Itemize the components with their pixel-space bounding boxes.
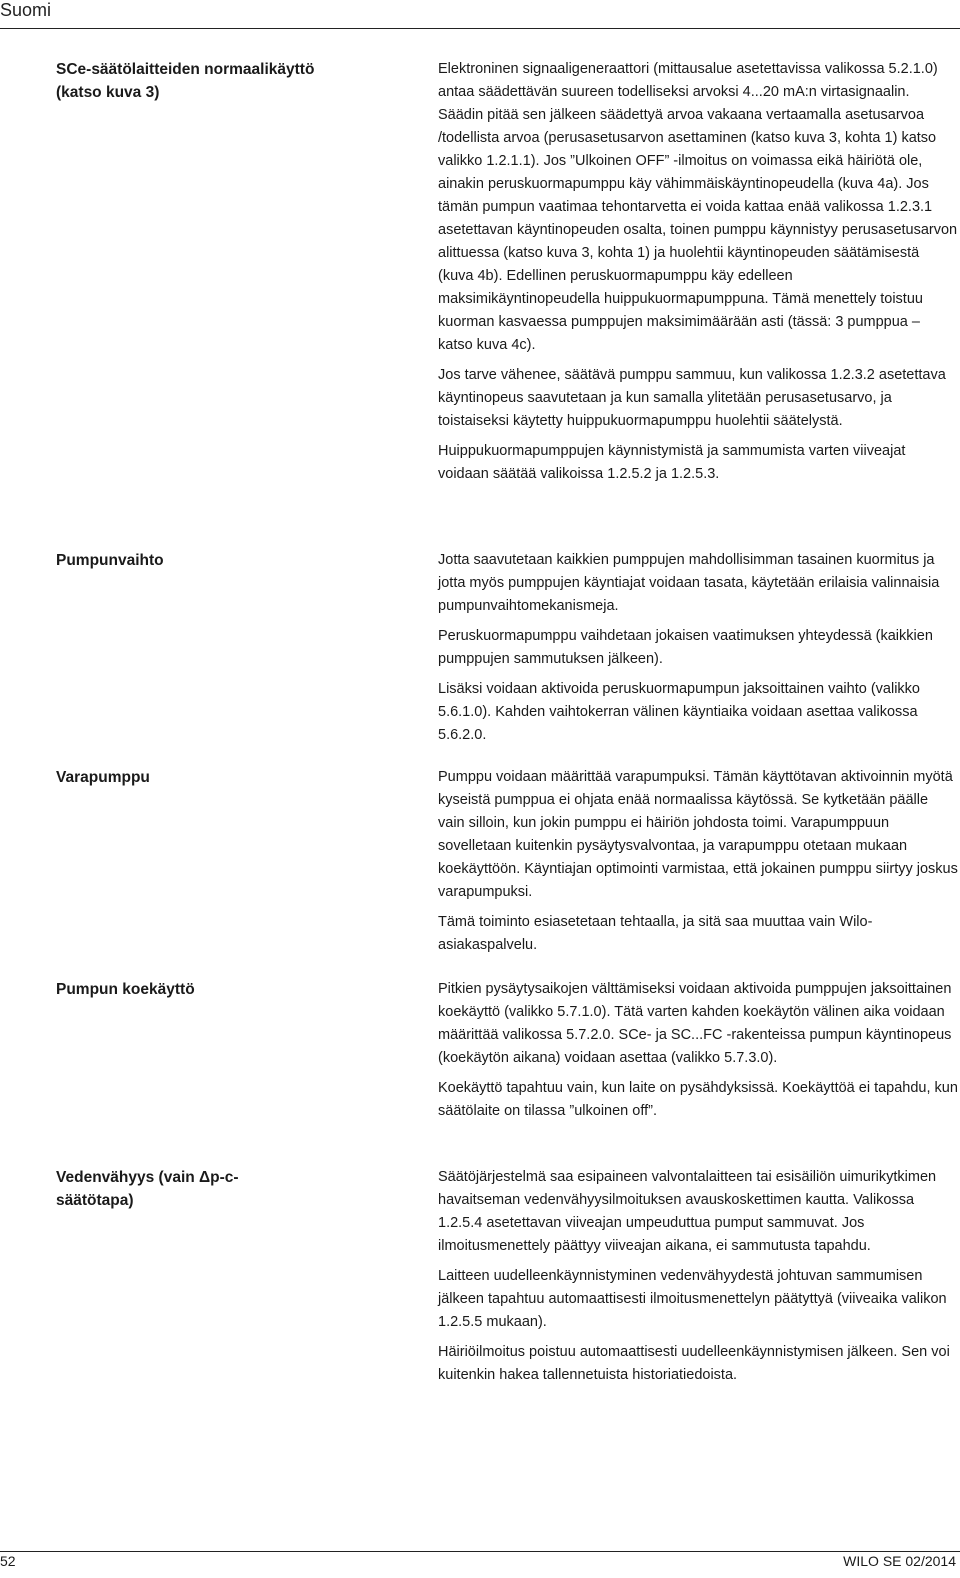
paragraph: Elektroninen signaaligeneraattori (mittausalue asetettavissa valikossa 5.2.1.0) antaa säädettävän suureen todelliseksi arvoksi 4...20 mA:n virtasignaalin. Säädin pitää sen jälkeen säädettyä arvoa vakaana vertaamalla asetusarvoa /todellista arvoa (perusasetusarvon asettaminen (katso kuva 3, kohta 1) katso valikko 1.2.1.1). Jos ”Ulkoinen OFF” -ilmoitus on voimassa eikä häiriötä ole, ainakin peruskuormapumppu käy vähimmäiskäyntinopeudella (kuva 4a). Jos tämän pumpun vaatimaa tehontarvetta ei voida kattaa enää valikossa 1.2.3.1 asetettavan käyntinopeuden osalta, toinen pumppu käynnistyy perusasetusarvon alittuessa (katso kuva 3, kohta 1) ja huolehtii käyntinopeuden säätämisestä (kuva 4b). Edellinen peruskuormapumppu käy edelleen maksimikäyntinopeudella huippukuormapumppuna. Tämä menettely toistuu kuorman kasvaessa pumppujen maksimimäärään asti (tässä: 3 pumppua – katso kuva 4c). xyxy=(438,61,958,353)
section-body xyxy=(438,58,958,493)
section-body xyxy=(438,978,958,1130)
section-heading: Varapumppu xyxy=(56,769,150,786)
publisher-label: WILO SE 02/2014 xyxy=(843,1553,956,1569)
language-label: Suomi xyxy=(0,0,52,20)
paragraph: Pumppu voidaan määrittää varapumpuksi. Tämän käyttötavan aktivoinnin myötä kyseistä pumppua ei ohjata enää normaalissa käytössä. Se kytketään päälle vain silloin, kun jokin pumppu ei häiriön johdosta toimi. Varapumppuun sovelletaan kuitenkin pysäytysvalvontaa, ja varapumppu otetaan mukaan koekäyttöön. Käyntiajan optimointi varmistaa, että jokainen pumppu siirtyy joskus varapumpuksi. xyxy=(438,769,958,900)
paragraph: Säätöjärjestelmä saa esipaineen valvontalaitteen tai esisäiliön uimurikytkimen havaitseman vedenvähyysilmoituksen avauskoskettimen kautta. Valikossa 1.2.5.4 asetettavan viiveajan umpeuduttua pumput sammuvat. Jos ilmoitusmenettely päättyy viiveajan aikana, ei sammutusta tapahdu. xyxy=(438,1169,937,1254)
paragraph: Lisäksi voidaan aktivoida peruskuormapumpun jaksoittainen vaihto (valikko 5.6.1.0). Kahden vaihtokerran välinen käyntiaika voidaan asettaa valikossa 5.6.2.0. xyxy=(438,681,920,743)
section-body xyxy=(438,1166,958,1394)
section-body xyxy=(438,549,958,754)
paragraph: Peruskuormapumppu vaihdetaan jokaisen vaatimuksen yhteydessä (kaikkien pumppujen sammutuksen jälkeen). xyxy=(438,628,933,667)
section-heading: Pumpunvaihto xyxy=(56,552,164,569)
paragraph: Jotta saavutetaan kaikkien pumppujen mahdollisimman tasainen kuormitus ja jotta myös pumppujen käyntiajat voidaan tasata, käytetään erilaisia valinnaisia pumpunvaihtomekanismeja. xyxy=(438,552,940,614)
paragraph: Laitteen uudelleenkäynnistyminen vedenvähyydestä johtuvan sammumisen jälkeen tapahtuu automaattisesti ilmoitusmenettelyn päätyttyä (viiveaika valikon 1.2.5.5 mukaan). xyxy=(438,1268,947,1330)
paragraph: Häiriöilmoitus poistuu automaattisesti uudelleenkäynnistymisen jälkeen. Sen voi kuitenkin hakea tallennetuista historiatiedoista. xyxy=(438,1344,950,1383)
section-heading: SCe-säätölaitteiden normaalikäyttö (katso kuva 3) xyxy=(56,61,315,101)
header-divider xyxy=(0,28,960,29)
section-body xyxy=(438,766,958,964)
paragraph: Pitkien pysäytysaikojen välttämiseksi voidaan aktivoida pumppujen jaksoittainen koekäyttö (valikko 5.7.1.0). Tätä varten kahden koekäytön välinen aika voidaan määrittää valikossa 5.7.2.0. SCe- ja SC...FC -rakenteissa pumpun käyntinopeus (koekäytön aikana) voidaan asettaa (valikko 5.7.3.0). xyxy=(438,981,952,1066)
footer-divider xyxy=(0,1551,960,1552)
paragraph: Huippukuormapumppujen käynnistymistä ja sammumista varten viiveajat voidaan säätää valikoissa 1.2.5.2 ja 1.2.5.3. xyxy=(438,443,906,482)
section-heading: Vedenvähyys (vain Δp-c-säätötapa) xyxy=(56,1169,239,1209)
paragraph: Tämä toiminto esiasetetaan tehtaalla, ja sitä saa muuttaa vain Wilo-asiakaspalvelu. xyxy=(438,914,873,953)
page-number: 52 xyxy=(0,1553,16,1569)
section-heading: Pumpun koekäyttö xyxy=(56,981,195,998)
paragraph: Jos tarve vähenee, säätävä pumppu sammuu, kun valikossa 1.2.3.2 asetettava käyntinopeus saavutetaan ja kun samalla ylitetään perusasetusarvo, ja toistaiseksi käytetty huippukuormapumppu huolehtii säätelystä. xyxy=(438,367,946,429)
paragraph: Koekäyttö tapahtuu vain, kun laite on pysähdyksissä. Koekäyttöä ei tapahdu, kun säätölaite on tilassa ”ulkoinen off”. xyxy=(438,1080,958,1119)
